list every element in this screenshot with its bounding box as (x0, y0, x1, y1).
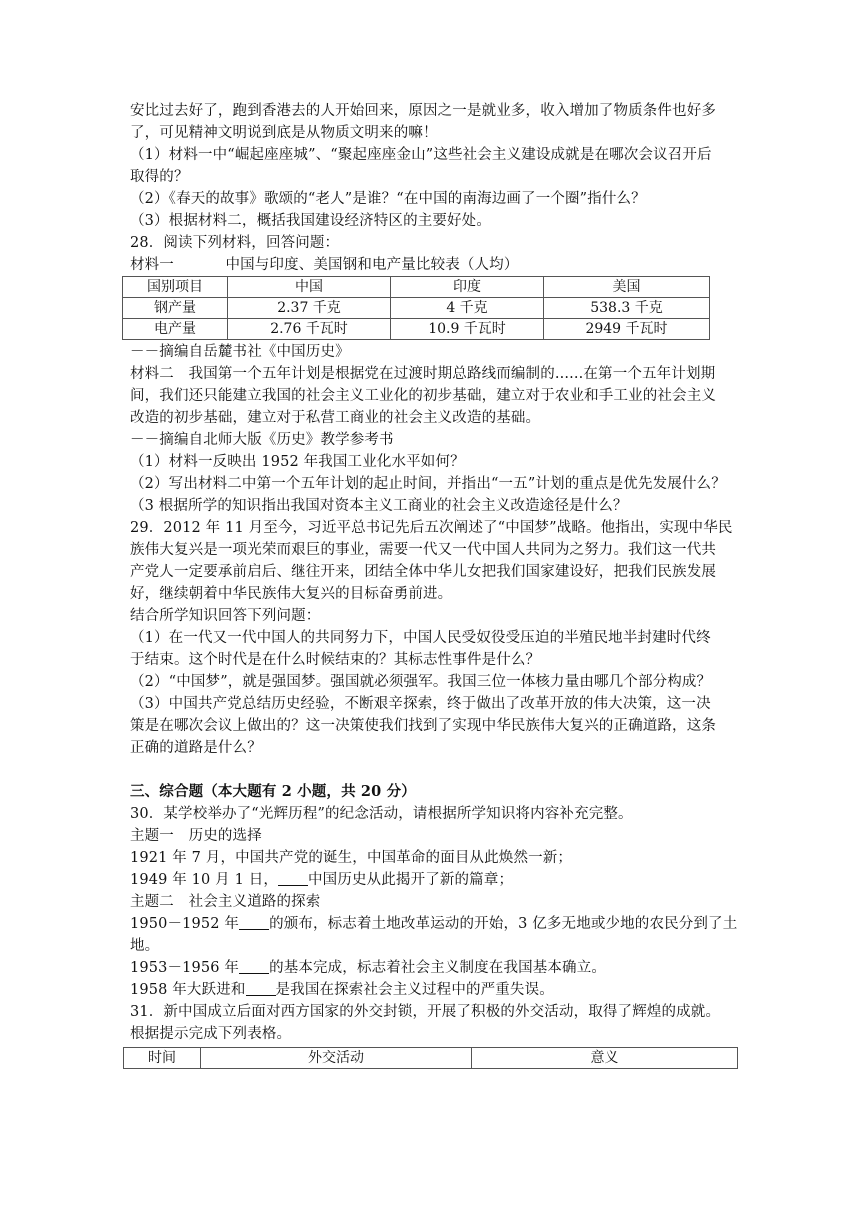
text-line: 结合所学知识回答下列问题： (130, 608, 321, 624)
answer-blank[interactable] (278, 871, 308, 886)
table-header-cell: 时间 (124, 1048, 201, 1069)
fill-line (130, 979, 740, 1001)
question-30 (130, 803, 740, 1001)
fill-line (130, 957, 740, 979)
question-line: 正确的道路是什么？ (130, 740, 262, 756)
text-span: 1958 年大跃进和 (130, 982, 246, 998)
table-cell: 钢产量 (123, 298, 228, 319)
question-line: （1）在一代又一代中国人的共同努力下，中国人民受奴役受压迫的半殖民地半封建时代终 (130, 630, 711, 646)
material1-label: 材料一 (130, 257, 174, 273)
steel-electricity-table (122, 276, 710, 340)
text-span: 是我国在探索社会主义过程中的严重失误。 (275, 982, 554, 998)
text-line: 好，继续朝着中华民族伟大复兴的目标奋勇前进。 (130, 586, 453, 602)
text-span: 1950－1952 年 (130, 916, 240, 932)
spacer (130, 759, 740, 781)
question-line: 取得的？ (130, 169, 189, 185)
table-cell: 4 千克 (391, 298, 544, 319)
table-header-cell: 意义 (472, 1048, 738, 1069)
exam-page (130, 100, 740, 1069)
material2-line: 材料二 我国第一个五年计划是根据党在过渡时期总路线而编制的......在第一个五年计划期 (130, 366, 716, 382)
q30-intro: 30．某学校举办了“光辉历程”的纪念活动，请根据所学知识将内容补充完整。 (130, 806, 633, 822)
fill-line (130, 913, 740, 935)
table-cell: 2949 千瓦时 (544, 319, 710, 340)
table-header-cell: 美国 (544, 277, 710, 298)
theme-title: 主题一 历史的选择 (130, 828, 262, 844)
q28-stem: 28．阅读下列材料，回答问题： (130, 235, 340, 251)
text-line: 地。 (130, 938, 160, 954)
question-line: （2）“中国梦”，就是强国梦。强国就必须强军。我国三位一体核力量由哪几个部分构成？ (130, 674, 712, 690)
text-line: 1921 年 7 月，中国共产党的诞生，中国革命的面目从此焕然一新； (130, 850, 573, 866)
answer-blank[interactable] (239, 915, 269, 930)
table-cell: 电产量 (123, 319, 228, 340)
text-span: 中国历史从此揭开了新的篇章； (308, 872, 514, 888)
table-row (123, 298, 710, 319)
question-line: （3）中国共产党总结历史经验，不断艰辛探索，终于做出了改革开放的伟大决策，这一决 (130, 696, 711, 712)
table-header-row (124, 1048, 738, 1069)
table-header-cell: 印度 (391, 277, 544, 298)
text-span: 的基本完成，标志着社会主义制度在我国基本确立。 (269, 960, 607, 976)
section-heading: 三、综合题（本大题有 2 小题，共 20 分） (130, 783, 416, 800)
table-header-cell: 中国 (228, 277, 391, 298)
text-line: 了，可见精神文明说到底是从物质文明来的嘛！ (130, 125, 438, 141)
question-line: （3）根据材料二，概括我国建设经济特区的主要好处。 (130, 213, 491, 229)
question-line: 于结束。这个时代是在什么时候结束的？其标志性事件是什么？ (130, 652, 541, 668)
table-cell: 2.37 千克 (228, 298, 391, 319)
table-header-cell: 外交活动 (201, 1048, 472, 1069)
text-line: 31．新中国成立后面对西方国家的外交封锁，开展了积极的外交活动，取得了辉煌的成就。 (130, 1004, 721, 1020)
text-line: 族伟大复兴是一项光荣而艰巨的事业，需要一代又一代中国人共同为之努力。我们这一代共 (130, 542, 716, 558)
top-lines (130, 100, 740, 232)
question-28 (130, 232, 740, 517)
table-cell: 2.76 千瓦时 (228, 319, 391, 340)
question-line: （2）写出材料二中第一个五年计划的起止时间，并指出“一五”计划的重点是优先发展什么？ (130, 476, 726, 492)
table-header-row (123, 277, 710, 298)
fill-line (130, 869, 740, 891)
text-span: 1949 年 10 月 1 日， (130, 872, 279, 888)
answer-blank[interactable] (239, 959, 269, 974)
table-cell: 10.9 千瓦时 (391, 319, 544, 340)
text-span: 的颁布，标志着土地改革运动的开始，3 亿多无地或少地的农民分到了土 (269, 916, 738, 932)
material1-title: 中国与印度、美国钢和电产量比较表（人均） (225, 257, 519, 273)
material2-line: 改造的初步基础，建立对于私营工商业的社会主义改造的基础。 (130, 410, 541, 426)
material2-line: 间，我们还只能建立我国的社会主义工业化的初步基础，建立对于农业和手工业的社会主义 (130, 388, 716, 404)
question-line: （2）《春天的故事》歌颂的“老人”是谁？“在中国的南海边画了一个圈”指什么？ (130, 191, 646, 207)
question-line: （1）材料一反映出 1952 年我国工业化水平如何？ (130, 454, 465, 470)
question-line: （1）材料一中“崛起座座城”、“聚起座座金山”这些社会主义建设成就是在哪次会议召开后 (130, 147, 712, 163)
theme-title: 主题二 社会主义道路的探索 (130, 894, 321, 910)
material1-caption (130, 254, 740, 276)
source-note: －－摘编自岳麓书社《中国历史》 (130, 344, 350, 360)
answer-blank[interactable] (246, 981, 276, 996)
text-span: 1953－1956 年 (130, 960, 240, 976)
diplomacy-table (123, 1047, 738, 1069)
text-line: 产党人一定要承前启后、继往开来，团结全体中华儿女把我们国家建设好，把我们民族发展 (130, 564, 716, 580)
question-line: （3 根据所学的知识指出我国对资本主义工商业的社会主义改造途径是什么？ (130, 498, 628, 514)
question-31 (130, 1001, 740, 1069)
table-header-cell: 国别项目 (123, 277, 228, 298)
table-row (123, 319, 710, 340)
question-line: 策是在哪次会议上做出的？这一决策使我们找到了实现中华民族伟大复兴的正确道路，这条 (130, 718, 716, 734)
text-line: 安比过去好了，跑到香港去的人开始回来，原因之一是就业多，收入增加了物质条件也好多 (130, 103, 716, 119)
question-29 (130, 517, 740, 759)
text-line: 根据提示完成下列表格。 (130, 1026, 292, 1042)
source-note: －－摘编自北师大版《历史》教学参考书 (130, 432, 394, 448)
text-line: 29．2012 年 11 月至今，习近平总书记先后五次阐述了“中国梦”战略。他指出，实现中华民 (130, 520, 733, 536)
table-cell: 538.3 千克 (544, 298, 710, 319)
